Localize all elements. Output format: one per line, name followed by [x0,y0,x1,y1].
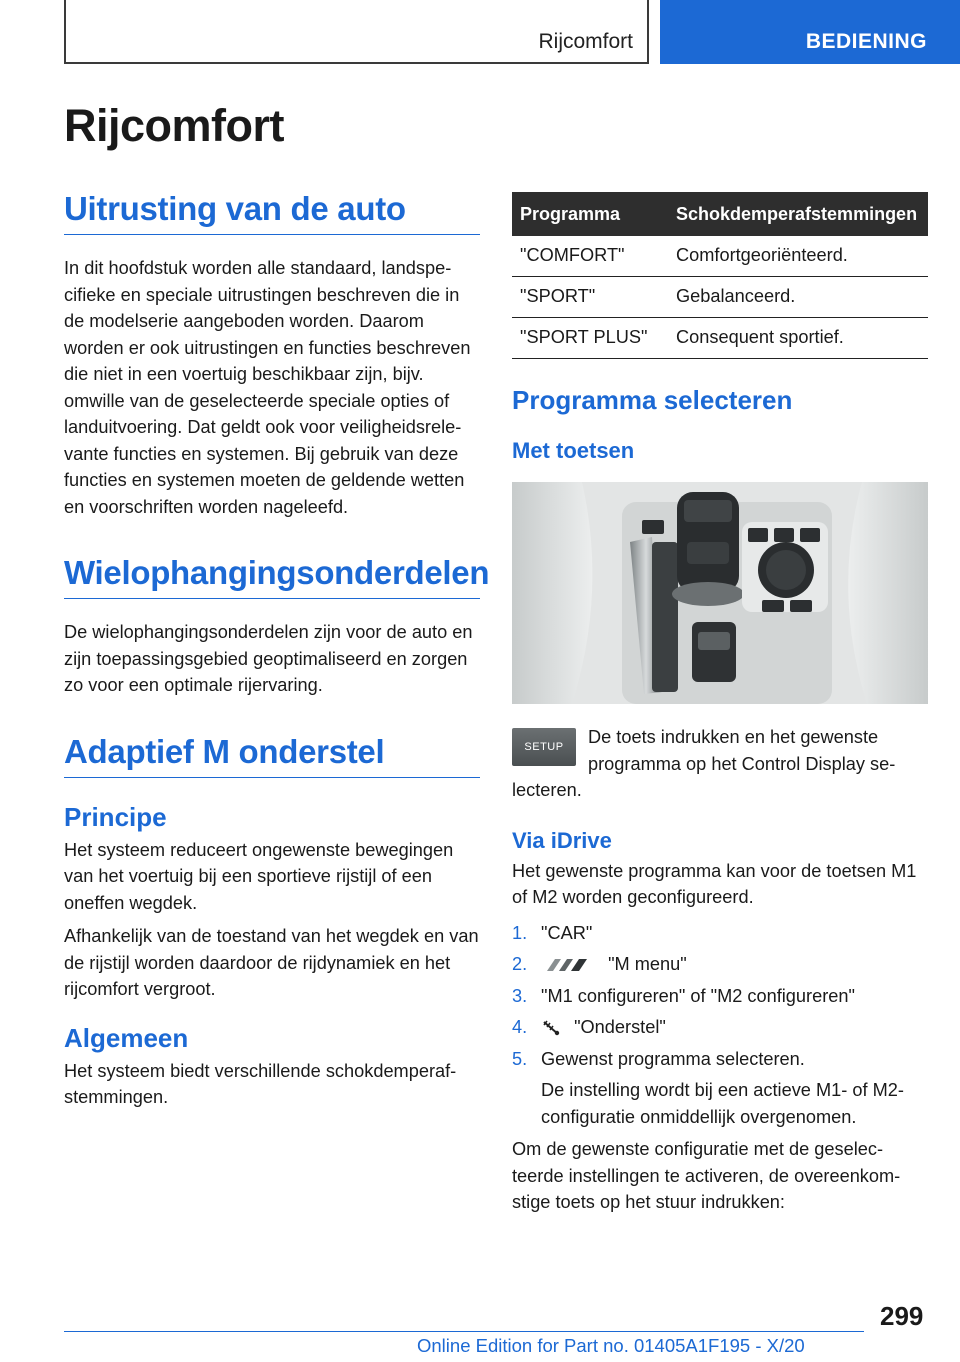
m-logo-icon [541,957,593,973]
setup-text: De toets indrukken en het gewenste programma op het Control Display selecteren. [512,727,896,800]
table-header-schokdemper: Schokdemperafstemmingen [668,192,928,236]
header-section-label: BEDIENING [805,30,927,53]
idrive-text: Het gewenste programma kan voor de toetsen M1 of M2 worden geconfigureerd. [512,860,917,907]
center-console-photo [512,482,928,704]
heading-algemeen: Algemeen [64,1022,189,1053]
step-number: 3. [512,985,528,1006]
step-text: "CAR" [541,922,593,943]
right-column [512,192,928,1216]
setup-instruction [512,724,928,804]
page-number: 299 [880,1301,924,1331]
table-cell: Consequent sportief. [668,318,928,359]
heading-principe: Principe [64,801,167,832]
center-console-illustration [512,482,928,704]
closing-text: Om de gewenste configuratie met de geselecteerde instellingen te activeren, de overeenkomstige toets op het stuur indrukken: [512,1139,901,1212]
step-number: 1. [512,922,528,943]
page-title: Rijcomfort [64,100,284,151]
heading-adaptief-m-onderstel: Adaptief M onderstel [64,733,480,778]
heading-via-idrive: Via iDrive [512,827,612,853]
list-item [512,1014,928,1041]
list-item [512,1046,928,1131]
program-table [512,192,928,359]
heading-uitrusting: Uitrusting van de auto [64,190,480,235]
step-number: 4. [512,1017,528,1037]
heading-wielophanging: Wielophangingsonderdelen [64,554,480,599]
idrive-steps [512,920,928,1131]
table-cell: "COMFORT" [512,236,668,277]
table-cell: Gebalanceerd. [668,277,928,318]
wielophanging-text: De wielophangingsonderdelen zijn voor de auto en zijn toepassingsgebied geoptimaliseerd en zorgen zo voor een optimale rijervaring. [64,622,473,695]
table-row [512,318,928,359]
step-number: 2. [512,954,528,974]
principe-text-2: Afhankelijk van de toestand van het wegdek en van de rijstijl worden daardoor de rijdynamiek en het rijcomfort vergroot. [64,926,479,999]
setup-key-icon: SETUP [512,728,576,766]
table-header-programma: Programma [512,192,668,236]
uitrusting-text: In dit hoofdstuk worden alle standaard, landspecifieke en speciale uitrustingen beschreven die in de modelserie aangeboden worden. Daarom worden er ook uitrustingen en functies beschreven die niet in een voertuig beschikbaar zijn, bijv. omwille van de geselecteerde speciale opties of landuitvoering. Dat geldt ook voor veiligheidsrelevante functies en systemen. Bij gebruik van deze functies en systemen moeten de geldende wetten en voorschriften worden nageleefd. [64,258,471,517]
step-text: "M menu" [608,954,687,974]
table-cell: "SPORT" [512,277,668,318]
table-cell: "SPORT PLUS" [512,318,668,359]
suspension-icon [541,1019,561,1037]
step-number: 5. [512,1048,528,1069]
algemeen-text: Het systeem biedt verschillende schokdemperafstemmingen. [64,1060,457,1107]
step-text: Gewenst programma selecteren. [541,1048,805,1069]
principe-text-1: Het systeem reduceert ongewenste bewegingen van het voertuig bij een sportieve rijstijl of een oneffen wegdek. [64,839,454,913]
header-section-tab [660,0,960,64]
step-text: "M1 configureren" of "M2 configureren" [541,985,855,1006]
heading-met-toetsen: Met toetsen [512,438,635,463]
footer-divider [64,1331,864,1332]
table-row [512,277,928,318]
table-cell: Comfortgeoriënteerd. [668,236,928,277]
step5-note: De instelling wordt bij een actieve M1- of M2-configuratie onmiddellijk overgenomen. [541,1080,904,1127]
table-header-row [512,192,928,236]
list-item [512,983,928,1010]
header-chapter-title: Rijcomfort [538,30,633,53]
list-item [512,951,928,978]
heading-programma-selecteren: Programma selecteren [512,385,793,415]
table-row [512,236,928,277]
footer-edition-text: Online Edition for Part no. 01405A1F195 - X/20 [417,1335,805,1356]
header-chapter-box [64,0,649,64]
step-text: "Onderstel" [574,1017,666,1037]
list-item [512,920,928,947]
left-column [64,190,490,1111]
